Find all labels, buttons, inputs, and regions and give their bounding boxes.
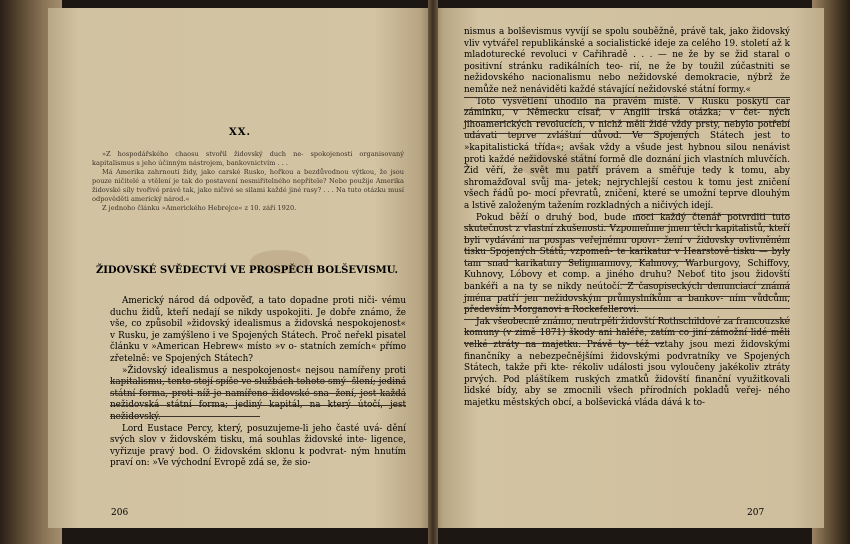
- pencil-underline: [464, 121, 790, 122]
- paragraph: »Židovský idealismus a nespokojenost« nejsou namířeny proti kapitalismu, tento stojí spíše ve službách tohoto smý- šlení; jediná státní forma, proti níž je namířeno židovské sna- žení, jest každá nežidovská státní forma; jediný kapitál, na který útočí, jest nežidovský.: [110, 365, 406, 422]
- pencil-underline: [464, 261, 694, 262]
- pencil-underline: [110, 405, 406, 406]
- epigraph-paragraph: »Z hospodářského chaosu stvořil židovský duch ne- spokojenosti organisovaný kapitalismus s jeho účinným nástrojem, bankovnictvím . . .: [92, 150, 404, 167]
- epigraph-paragraph: Má Amerika zahrnouti židy, jako carské Rusko, hořkou a bezdůvodnou výtkou, že jsou pouze ničitelé a vtělení je tak do postavení nesmiřitelného nepřítele? Nebo použije Amerika židovské síly tvořivé právě tak, jako ničivé se silami každé jiné rasy? . . . Na tuto otázku musí odpověděti americký národ.«: [92, 168, 404, 203]
- pencil-underline: [464, 331, 790, 332]
- pencil-underline: [464, 343, 664, 344]
- paragraph: Jak všeobecně známo, neutrpěli židovští Rothschildové za francouzské komuny (v zimě 1871) škody ani haléře, zatím co jiní zámožní lidé měli velké ztráty na majetku. Právě ty- též vztahy jsou mezi židovskými finančníky a nebezpečnějšími židovskými podvratníky ve Spojených Státech, takže při kte- rékoliv události jsou vyloučeny jakékoliv ztráty prvých. Pod pláštíkem ruských zmatků židovští finanční využitkovali lidské bídy, aby se zmocnili všech přírodních pokladů veřej- ného majetku městských obcí, a bolševická vláda dává k to-: [464, 316, 791, 408]
- pencil-underline: [464, 226, 790, 227]
- paragraph: Toto vysvětlení uhodilo na pravém místě. V Rusku poskytl car záminku, v Německu císař, v Anglii irská otázka; v čet- ných jihoamerických revolucích, v nichž měli židé vždy prsty, nebylo potřebí udávati teprve zvláštní důvod. Ve Spojených Státech jest to »kapitalistická třída«; avšak vždy a všude jest hybnou silou nenávist proti každé nežidovské státní formě dle doznání jich vlastních mluvčích. Žid věří, že svět mu patří právem a směřuje tedy k tomu, aby shromažďoval svůj ma- jetek; nejrychlejší cestou k tomu jest zničení všech řádů po- mocí převratů, zničení, které se umožní teprve dlouhým a lstivě založeným tažením rozkladných a ničivých idejí.: [464, 96, 790, 211]
- page-number-right: 207: [747, 508, 765, 518]
- epigraph: [92, 150, 404, 213]
- pencil-underline: [464, 250, 790, 251]
- left-body-text: [110, 296, 406, 470]
- paragraph: Pokud běží o druhý bod, bude moci každý čtenář potvrditi tuto skutečnost z vlastní zkušenosti. Vzpomeňme jmen těch kapitalistů, kteří byli vydáváni na pospas veřejnému opovr- žení v židovsky ovlivněném tisku Spojených Států, vzpomeň- te karikatur v Hearstově tisku — byly tam snad karikatury Seligmannovy, Kahnovy, Warburgovy, Schiffovy, Kuhnovy, Lóbovy et comp. a jiného druhu? Neboť tito jsou židovští bankéři a na ty se nikdy neútočí. Z časopiseckých denunciací známá jména patří jen nežidovským průmyslníkům a bankov- ním vůdcům, především Morganovi a Rockefellerovi.: [464, 212, 790, 316]
- pencil-underline: [464, 133, 694, 134]
- page-number-left: 206: [111, 508, 129, 518]
- pencil-underline: [110, 393, 406, 394]
- paragraph: Lord Eustace Percy, který, posuzujeme-li jeho časté uvá- dění svých slov v židovském tisku, má souhlas židovské inte- ligence, vyřizuje pravý bod. O židovském sklonu k podvrat- ným hnutím praví on: »Ve východní Evropě zdá se, že sio-: [110, 423, 406, 469]
- pencil-underline: [110, 381, 406, 382]
- pencil-underline: [464, 296, 790, 297]
- right-body-text: [464, 27, 790, 410]
- pencil-underline: [110, 416, 260, 417]
- epigraph-source: Z jednoho článku »Amerického Hebrejce« z 10. září 1920.: [102, 204, 297, 212]
- paragraph: nismus a bolševismus vyvíjí se spolu souběžně, právě tak, jako židovský vliv vytvářel republikánské a socialistické ideje za celého 19. století až k mladoturecké revoluci v Cařihradě . . . — ne že by se žid staral o positivní stránku radikálních teo- rií, ne že by toužil zúčastniti se nežidovského nacionalismu nebo nežidovské demokracie, nýbrž že nemůže než nenáviděti každé stávající nežidovské státní formy.«: [464, 27, 790, 95]
- chapter-number: XX.: [229, 127, 251, 138]
- pencil-underline: [464, 319, 790, 320]
- pencil-underline: [620, 284, 790, 285]
- paragraph: Americký národ dá odpověď, a tato dopadne proti niči- vému duchu židů, kteří nedají se nikdy uspokojiti. Je dobře známo, že vše, co způsobil »židovský idealismus a židovská nespokojenost« v Rusku, je zamýšleno i ve Spojených Státech. Proč neřekl pisatel článku v »American Hebrew« místo »v o- statních zemích« přímo zřetelně: ve Spojených Státech?: [110, 296, 406, 364]
- pencil-underline: [464, 97, 790, 98]
- pencil-underline: [464, 109, 790, 110]
- pencil-underline: [636, 214, 790, 215]
- pencil-underline: [464, 308, 790, 309]
- pencil-underline: [464, 238, 790, 239]
- section-heading: ŽIDOVSKÉ SVĚDECTVÍ VE PROSPĚCH BOLŠEVISMU.: [95, 265, 399, 276]
